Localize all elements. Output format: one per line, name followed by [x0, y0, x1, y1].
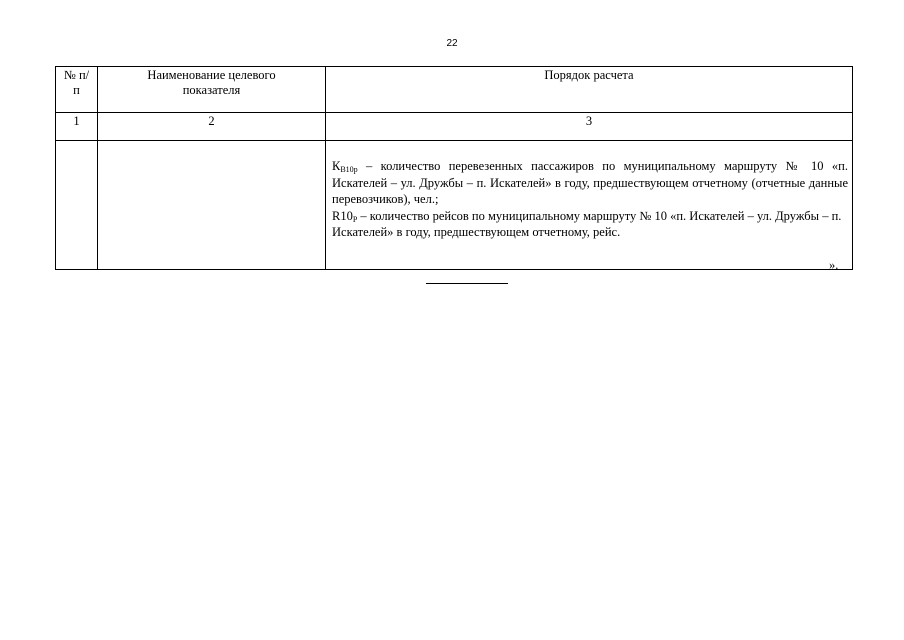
header-name-text: Наименование целевого показателя [147, 68, 276, 97]
table-row [56, 141, 853, 270]
calc-paragraph-2 [332, 208, 848, 241]
header-calc-text: Порядок расчета [544, 68, 634, 82]
calc-paragraph-1 [332, 158, 848, 208]
header-calc [326, 67, 853, 113]
symbol-k: $К_{В10р}$ [332, 159, 358, 174]
body-calc [326, 141, 853, 270]
index-name: 2 [98, 113, 326, 141]
header-num [56, 67, 98, 113]
body-name [98, 141, 326, 270]
index-num: 1 [56, 113, 98, 141]
table-header-row [56, 67, 853, 113]
page-number: 22 [446, 38, 458, 49]
symbol-r: $R10_Р$ [332, 208, 358, 224]
indicator-table [55, 66, 853, 270]
header-num-text: № п/п [63, 68, 90, 97]
end-divider [426, 283, 508, 284]
calc-text-1: – количество перевезенных пассажиров по муниципальному маршруту № 10 «п. Искателей – ул. Дружбы – п. Искателей» в году, предшествующем отчетному (отчетные данные перевозчиков), чел.; [332, 159, 848, 206]
calc-text-2: – количество рейсов по муниципальному маршруту № 10 «п. Искателей – ул. Дружбы – п. Искателей» в году, предшествующем отчетному, рейс. [332, 208, 842, 239]
closing-quote: ». [829, 258, 839, 272]
index-calc: 3 [326, 113, 853, 141]
body-num [56, 141, 98, 270]
table-index-row [56, 113, 853, 141]
header-name [98, 67, 326, 113]
